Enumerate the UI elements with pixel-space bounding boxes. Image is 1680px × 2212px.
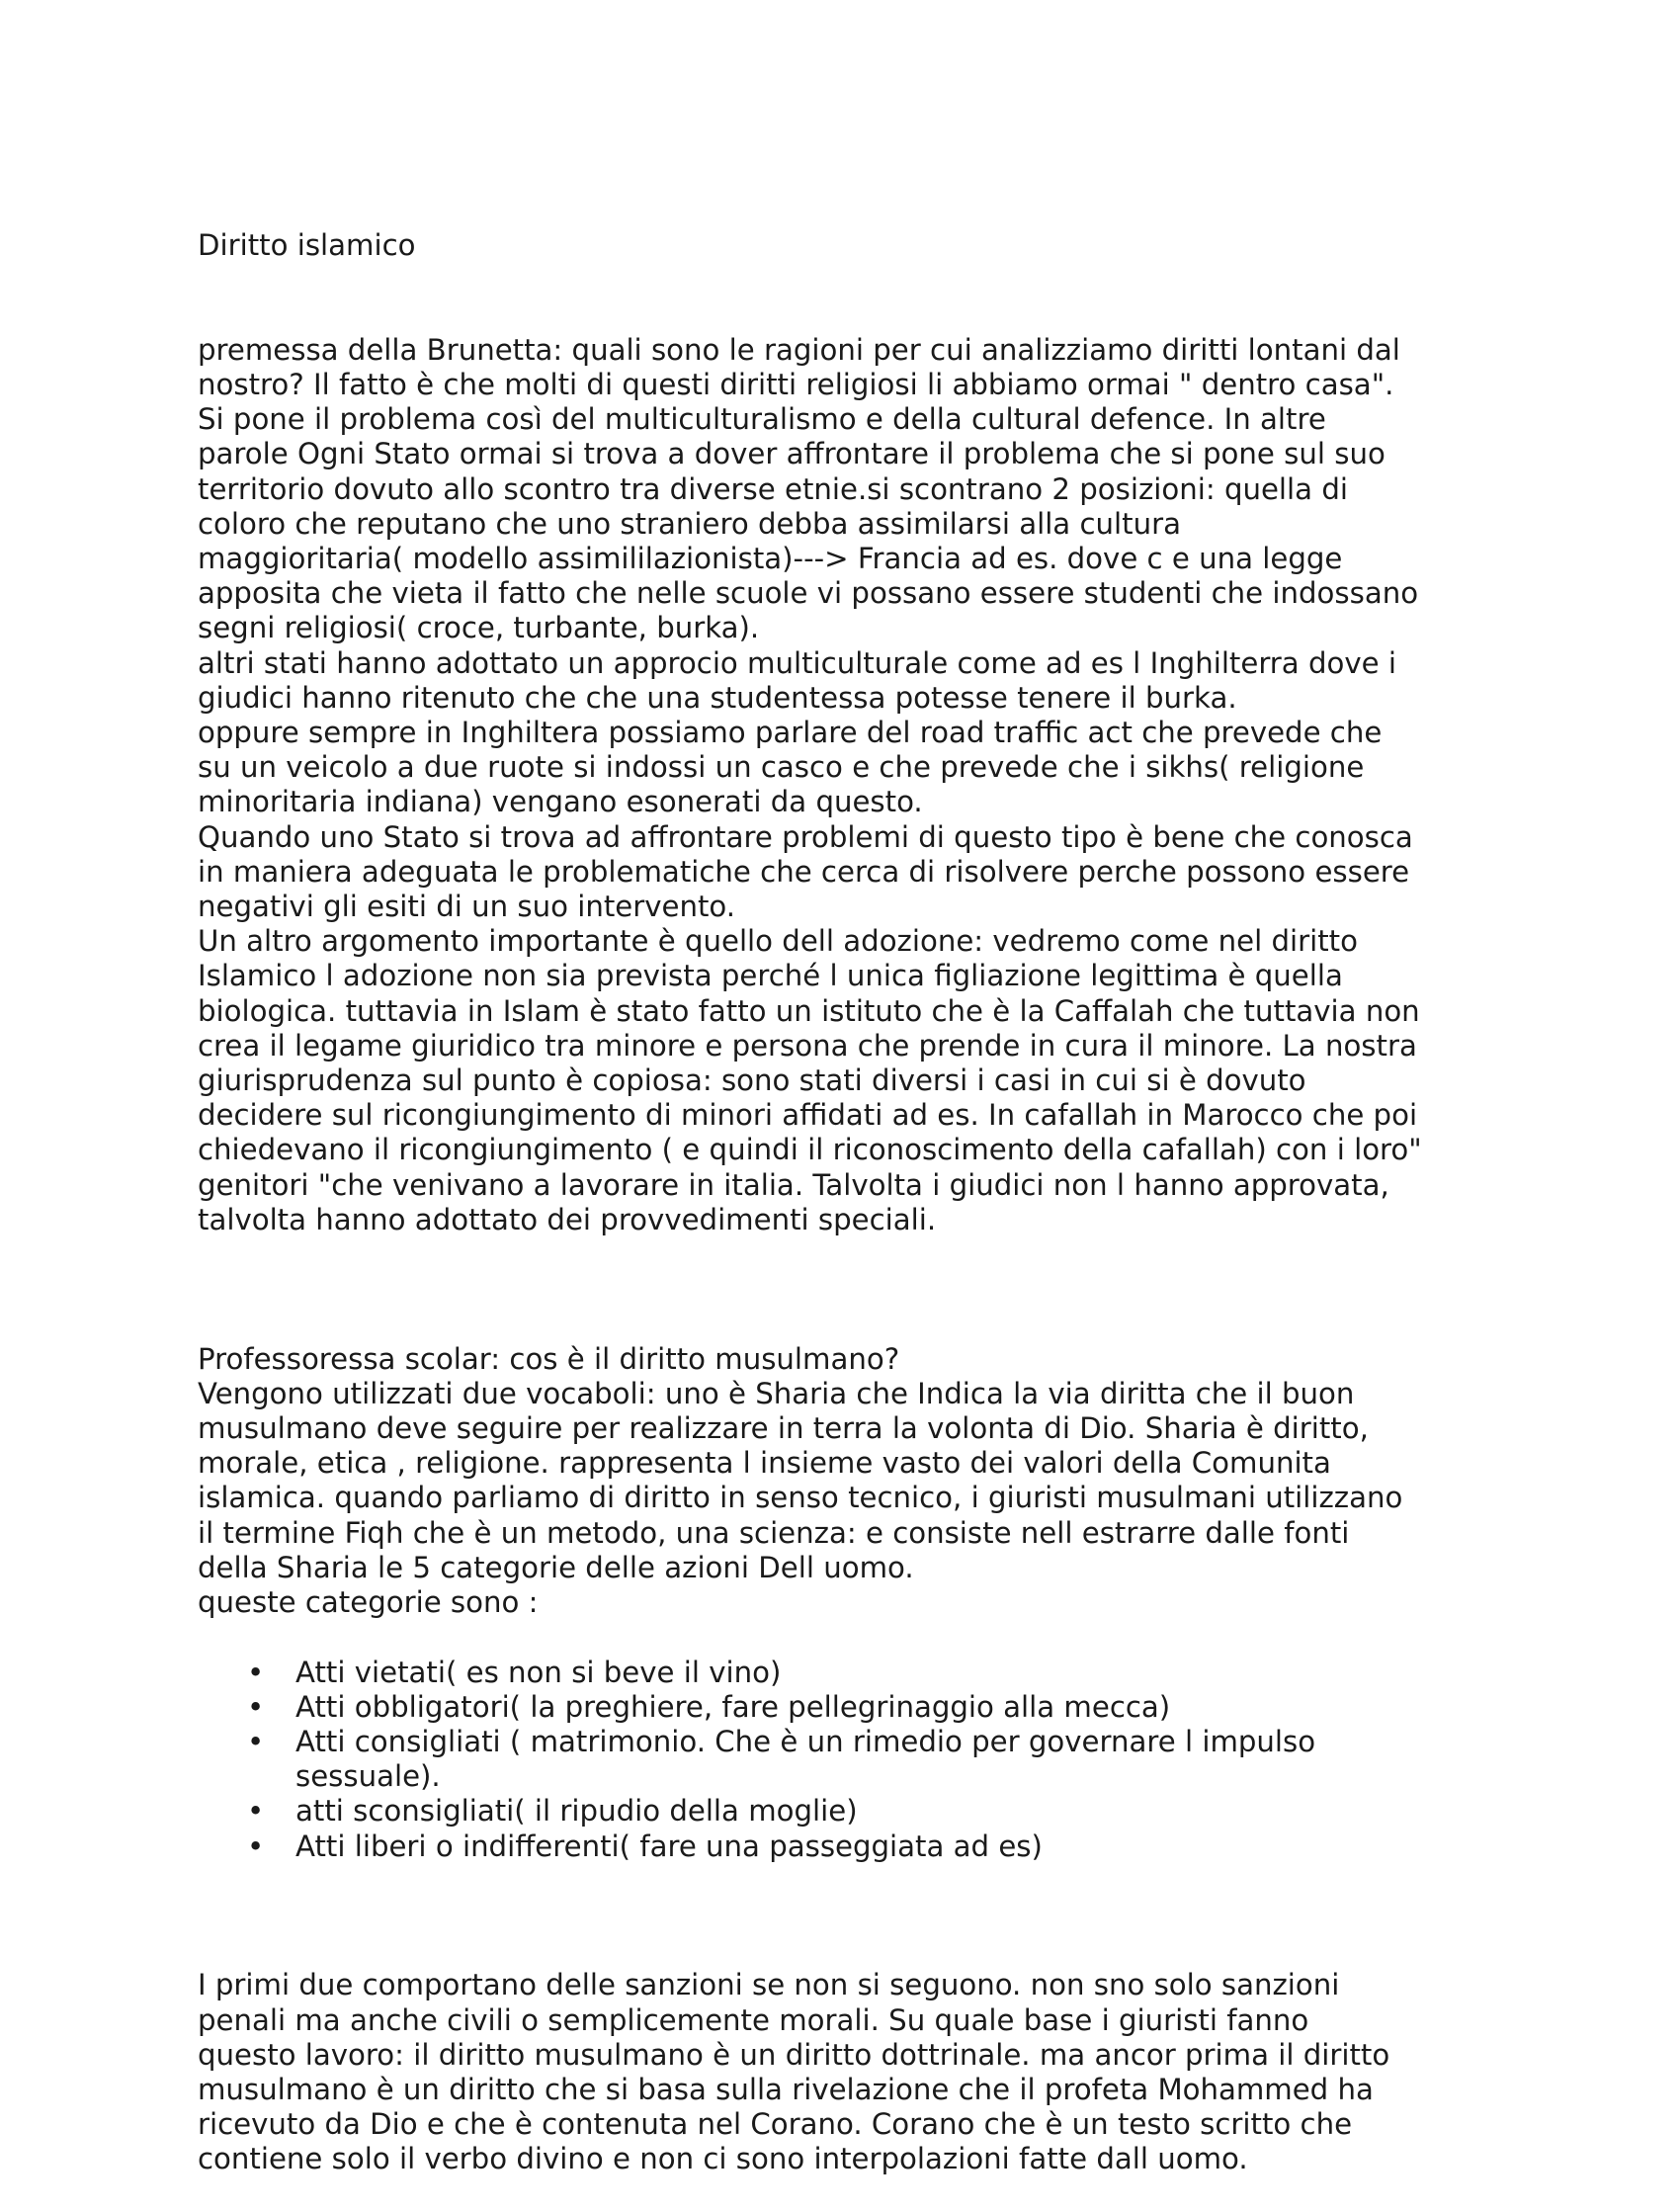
list-item xyxy=(198,1690,1482,1725)
text-line: crea il legame giuridico tra minore e persona che prende in cura il minore. La nostra xyxy=(198,1028,1417,1063)
text-line: queste categorie sono : xyxy=(198,1585,539,1620)
text-line: negativi gli esiti di un suo intervento. xyxy=(198,890,736,924)
text-line: I primi due comportano delle sanzioni se non si seguono. non sno solo sanzioni xyxy=(198,1968,1340,2002)
text-line: nostro? Il fatto è che molti di questi diritti religiosi li abbiamo ormai " dentro casa". xyxy=(198,368,1394,401)
text-line: Si pone il problema così del multiculturalismo e della cultural defence. In altre xyxy=(198,402,1326,437)
text-line: contiene solo il verbo divino e non ci sono interpolazioni fatte dall uomo. xyxy=(198,2142,1248,2176)
text-line: parole Ogni Stato ormai si trova a dover affrontare il problema che si pone sul suo xyxy=(198,437,1386,471)
paragraph-diritto-musulmano xyxy=(198,1342,1482,1621)
text-line: decidere sul ricongiungimento di minori affidati ad es. In cafallah in Marocco che poi xyxy=(198,1098,1418,1133)
list-item-text: atti sconsigliati( il ripudio della moglie) xyxy=(295,1794,858,1829)
text-line: giudici hanno ritenuto che che una studentessa potesse tenere il burka. xyxy=(198,680,1237,715)
text-line: genitori "che venivano a lavorare in italia. Talvolta i giudici non l hanno approvata, xyxy=(198,1167,1389,1202)
bullet-icon: • xyxy=(247,1829,265,1863)
text-line: ricevuto da Dio e che è contenuta nel Corano. Corano che è un testo scritto che xyxy=(198,2107,1353,2142)
text-line: questo lavoro: il diritto musulmano è un diritto dottrinale. ma ancor prima il diritto xyxy=(198,2037,1390,2072)
text-line: islamica. quando parliamo di diritto in senso tecnico, i giuristi musulmani utilizzano xyxy=(198,1481,1403,1515)
text-line: altri stati hanno adottato un approcio multiculturale come ad es l Inghilterra dove i xyxy=(198,645,1396,680)
text-line: della Sharia le 5 categorie delle azioni Dell uomo. xyxy=(198,1550,914,1584)
list-item xyxy=(198,1725,1482,1794)
text-line: Islamico l adozione non sia prevista perché l unica figliazione legittima è quella xyxy=(198,959,1343,993)
text-line: Un altro argomento importante è quello dell adozione: vedremo come nel diritto xyxy=(198,924,1358,959)
list-item-text: Atti liberi o indifferenti( fare una passeggiata ad es) xyxy=(295,1829,1043,1863)
text-line: musulmano è un diritto che si basa sulla rivelazione che il profeta Mohammed ha xyxy=(198,2072,1374,2106)
text-line: Professoressa scolar: cos è il diritto musulmano? xyxy=(198,1341,900,1376)
text-line: talvolta hanno adottato dei provvedimenti speciali. xyxy=(198,1202,937,1236)
bullet-icon: • xyxy=(247,1724,265,1758)
text-line: in maniera adeguata le problematiche che cerca di risolvere perche possono essere xyxy=(198,854,1410,889)
list-item-text: Atti consigliati ( matrimonio. Che è un rimedio per governare l impulso sessuale). xyxy=(295,1724,1316,1794)
text-line: il termine Fiqh che è un metodo, una scienza: e consiste nell estrarre dalle fonti xyxy=(198,1515,1350,1550)
paragraph-sanzioni xyxy=(198,1968,1482,2176)
categories-list xyxy=(198,1656,1482,1864)
list-item xyxy=(198,1794,1482,1829)
text-line: maggioritaria( modello assimililazionista)---> Francia ad es. dove c e una legge xyxy=(198,542,1343,576)
paragraph-premessa xyxy=(198,333,1482,1237)
list-item-text: Atti vietati( es non si beve il vino) xyxy=(295,1655,782,1689)
list-item xyxy=(198,1829,1482,1864)
document-title: Diritto islamico xyxy=(198,228,416,263)
list-item-text: Atti obbligatori( la preghiere, fare pellegrinaggio alla mecca) xyxy=(295,1689,1171,1724)
text-line: coloro che reputano che uno straniero debba assimilarsi alla cultura xyxy=(198,506,1181,541)
paragraph-spacer xyxy=(198,1899,1482,1933)
text-line: musulmano deve seguire per realizzare in terra la volonta di Dio. Sharia è diritto, xyxy=(198,1411,1369,1446)
text-line: territorio dovuto allo scontro tra diverse etnie.si scontrano 2 posizioni: quella di xyxy=(198,471,1348,506)
text-line: morale, etica , religione. rappresenta l insieme vasto dei valori della Comunita xyxy=(198,1446,1331,1481)
text-line: chiedevano il ricongiungimento ( e quindi il riconoscimento della cafallah) con i loro" xyxy=(198,1133,1422,1167)
text-line: Quando uno Stato si trova ad affrontare problemi di questo tipo è bene che conosca xyxy=(198,819,1413,854)
document-body xyxy=(198,194,1482,2212)
text-line: oppure sempre in Inghiltera possiamo parlare del road traffic act che prevede che xyxy=(198,716,1383,750)
text-line: giurisprudenza sul punto è copiosa: sono stati diversi i casi in cui si è dovuto xyxy=(198,1063,1306,1098)
text-line: minoritaria indiana) vengano esonerati da questo. xyxy=(198,785,923,819)
text-line: segni religiosi( croce, turbante, burka). xyxy=(198,611,760,645)
list-item xyxy=(198,1656,1482,1690)
paragraph-spacer xyxy=(198,1272,1482,1307)
text-line: apposita che vieta il fatto che nelle scuole vi possano essere studenti che indossano xyxy=(198,576,1419,611)
text-line: su un veicolo a due ruote si indossi un casco e che prevede che i sikhs( religione xyxy=(198,750,1365,785)
text-line: premessa della Brunetta: quali sono le ragioni per cui analizziamo diritti lontani dal xyxy=(198,332,1400,367)
bullet-icon: • xyxy=(247,1689,265,1724)
bullet-icon: • xyxy=(247,1655,265,1689)
bullet-icon: • xyxy=(247,1794,265,1829)
text-line: penali ma anche civili o semplicemente morali. Su quale base i giuristi fanno xyxy=(198,2002,1309,2037)
text-line: Vengono utilizzati due vocaboli: uno è Sharia che Indica la via diritta che il buon xyxy=(198,1376,1355,1410)
text-line: biologica. tuttavia in Islam è stato fatto un istituto che è la Caffalah che tuttavia non xyxy=(198,993,1420,1028)
